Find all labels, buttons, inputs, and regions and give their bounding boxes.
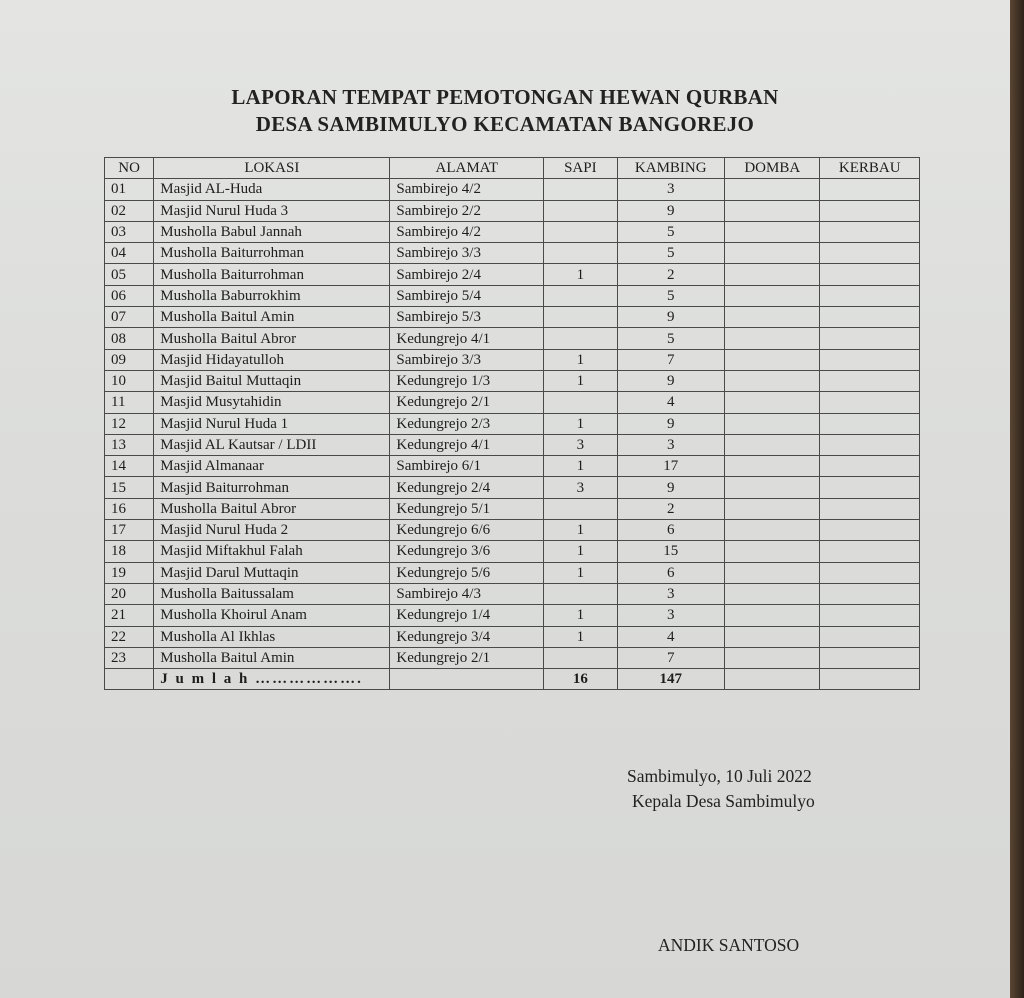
report-title: LAPORAN TEMPAT PEMOTONGAN HEWAN QURBAN <box>231 85 779 109</box>
signature-role: Kepala Desa Sambimulyo <box>632 791 815 811</box>
cell-lokasi: Masjid Baiturrohman <box>154 477 390 498</box>
cell-sapi: 1 <box>544 605 617 626</box>
cell-kerbau <box>820 520 920 541</box>
cell-domba <box>725 328 820 349</box>
cell-alamat: Kedungrejo 5/6 <box>390 562 544 583</box>
cell-kerbau <box>820 647 920 668</box>
report-subtitle: DESA SAMBIMULYO KECAMATAN BANGOREJO <box>255 112 755 136</box>
cell-lokasi: Musholla Khoirul Anam <box>154 605 390 626</box>
cell-kerbau <box>820 498 920 519</box>
table-row <box>105 221 920 242</box>
cell-no: 09 <box>105 349 154 370</box>
cell-domba <box>725 477 820 498</box>
cell-kambing: 4 <box>617 626 725 647</box>
cell-kambing: 7 <box>617 349 725 370</box>
cell-kerbau <box>820 541 920 562</box>
cell-kambing: 5 <box>617 243 725 264</box>
cell-alamat: Kedungrejo 3/4 <box>390 626 544 647</box>
cell-kerbau <box>820 349 920 370</box>
header-lokasi: LOKASI <box>154 158 390 179</box>
cell-domba <box>725 307 820 328</box>
cell-lokasi: Masjid AL-Huda <box>154 179 390 200</box>
cell-sapi <box>544 583 617 604</box>
cell-kambing: 2 <box>617 498 725 519</box>
cell-no: 20 <box>105 583 154 604</box>
cell-domba <box>725 605 820 626</box>
cell-domba <box>725 392 820 413</box>
cell-alamat: Kedungrejo 4/1 <box>390 328 544 349</box>
table-row <box>105 456 920 477</box>
cell-kambing: 9 <box>617 413 725 434</box>
cell-kambing: 9 <box>617 477 725 498</box>
table-row <box>105 392 920 413</box>
cell-domba <box>725 179 820 200</box>
cell-no: 15 <box>105 477 154 498</box>
signature-place-date: Sambimulyo, 10 Juli 2022 <box>627 766 812 786</box>
cell-lokasi: Masjid Miftakhul Falah <box>154 541 390 562</box>
cell-alamat: Sambirejo 2/4 <box>390 264 544 285</box>
cell-sapi: 1 <box>544 520 617 541</box>
cell-no: 11 <box>105 392 154 413</box>
cell-kerbau <box>820 179 920 200</box>
cell-domba <box>725 562 820 583</box>
cell-sapi <box>544 285 617 306</box>
table-footer <box>105 669 920 690</box>
cell-sapi <box>544 179 617 200</box>
total-alamat-cell <box>390 669 544 690</box>
cell-sapi: 3 <box>544 434 617 455</box>
cell-kambing: 17 <box>617 456 725 477</box>
total-kambing: 147 <box>617 669 725 690</box>
cell-kambing: 2 <box>617 264 725 285</box>
cell-alamat: Sambirejo 4/2 <box>390 221 544 242</box>
total-sapi: 16 <box>544 669 617 690</box>
cell-sapi: 1 <box>544 264 617 285</box>
cell-alamat: Kedungrejo 1/3 <box>390 370 544 391</box>
cell-lokasi: Masjid Nurul Huda 2 <box>154 520 390 541</box>
cell-domba <box>725 243 820 264</box>
table-row <box>105 370 920 391</box>
cell-alamat: Sambirejo 6/1 <box>390 456 544 477</box>
cell-sapi <box>544 307 617 328</box>
cell-kambing: 3 <box>617 434 725 455</box>
table-row <box>105 349 920 370</box>
cell-domba <box>725 456 820 477</box>
cell-kambing: 3 <box>617 605 725 626</box>
cell-no: 12 <box>105 413 154 434</box>
cell-kambing: 3 <box>617 583 725 604</box>
cell-kerbau <box>820 477 920 498</box>
cell-sapi: 1 <box>544 413 617 434</box>
cell-lokasi: Musholla Baitul Amin <box>154 647 390 668</box>
cell-alamat: Sambirejo 2/2 <box>390 200 544 221</box>
report-table <box>104 157 920 690</box>
cell-no: 14 <box>105 456 154 477</box>
cell-no: 06 <box>105 285 154 306</box>
table-row <box>105 583 920 604</box>
cell-sapi <box>544 647 617 668</box>
cell-no: 08 <box>105 328 154 349</box>
cell-lokasi: Musholla Al Ikhlas <box>154 626 390 647</box>
table-row <box>105 626 920 647</box>
cell-kerbau <box>820 307 920 328</box>
cell-no: 13 <box>105 434 154 455</box>
cell-alamat: Kedungrejo 6/6 <box>390 520 544 541</box>
cell-domba <box>725 498 820 519</box>
table-header <box>105 158 920 179</box>
cell-no: 22 <box>105 626 154 647</box>
table-row <box>105 328 920 349</box>
table-body <box>105 179 920 669</box>
cell-alamat: Sambirejo 4/3 <box>390 583 544 604</box>
cell-kerbau <box>820 626 920 647</box>
cell-domba <box>725 221 820 242</box>
cell-kerbau <box>820 605 920 626</box>
cell-no: 18 <box>105 541 154 562</box>
cell-sapi <box>544 498 617 519</box>
cell-kambing: 5 <box>617 285 725 306</box>
background-edge <box>1010 0 1024 998</box>
table-row <box>105 434 920 455</box>
cell-lokasi: Masjid Baitul Muttaqin <box>154 370 390 391</box>
cell-kerbau <box>820 328 920 349</box>
cell-domba <box>725 541 820 562</box>
cell-no: 10 <box>105 370 154 391</box>
header-alamat: ALAMAT <box>390 158 544 179</box>
cell-kerbau <box>820 583 920 604</box>
cell-no: 03 <box>105 221 154 242</box>
cell-domba <box>725 200 820 221</box>
cell-kambing: 15 <box>617 541 725 562</box>
cell-sapi <box>544 200 617 221</box>
cell-lokasi: Musholla Baburrokhim <box>154 285 390 306</box>
table-row <box>105 243 920 264</box>
cell-alamat: Sambirejo 3/3 <box>390 349 544 370</box>
cell-sapi: 1 <box>544 456 617 477</box>
header-kambing: KAMBING <box>617 158 725 179</box>
table-row <box>105 498 920 519</box>
signature-name: ANDIK SANTOSO <box>658 935 800 955</box>
table-row <box>105 647 920 668</box>
cell-no: 04 <box>105 243 154 264</box>
cell-lokasi: Musholla Baitul Amin <box>154 307 390 328</box>
cell-lokasi: Musholla Baitussalam <box>154 583 390 604</box>
cell-alamat: Kedungrejo 2/1 <box>390 392 544 413</box>
total-kerbau <box>820 669 920 690</box>
cell-kerbau <box>820 200 920 221</box>
cell-sapi: 1 <box>544 349 617 370</box>
cell-kerbau <box>820 221 920 242</box>
cell-alamat: Sambirejo 3/3 <box>390 243 544 264</box>
cell-lokasi: Musholla Baitul Abror <box>154 498 390 519</box>
cell-no: 16 <box>105 498 154 519</box>
cell-kerbau <box>820 392 920 413</box>
table-row <box>105 520 920 541</box>
cell-sapi <box>544 243 617 264</box>
table-row <box>105 285 920 306</box>
cell-sapi: 1 <box>544 370 617 391</box>
header-kerbau: KERBAU <box>820 158 920 179</box>
cell-domba <box>725 370 820 391</box>
cell-lokasi: Masjid AL Kautsar / LDII <box>154 434 390 455</box>
cell-domba <box>725 349 820 370</box>
cell-no: 07 <box>105 307 154 328</box>
cell-kambing: 9 <box>617 200 725 221</box>
cell-no: 19 <box>105 562 154 583</box>
cell-lokasi: Masjid Hidayatulloh <box>154 349 390 370</box>
cell-lokasi: Musholla Baitul Abror <box>154 328 390 349</box>
cell-no: 17 <box>105 520 154 541</box>
cell-kambing: 3 <box>617 179 725 200</box>
cell-lokasi: Musholla Baiturrohman <box>154 264 390 285</box>
cell-domba <box>725 434 820 455</box>
header-domba: DOMBA <box>725 158 820 179</box>
cell-kambing: 9 <box>617 307 725 328</box>
cell-kerbau <box>820 434 920 455</box>
cell-domba <box>725 264 820 285</box>
table-row <box>105 562 920 583</box>
cell-domba <box>725 413 820 434</box>
cell-kerbau <box>820 285 920 306</box>
cell-alamat: Sambirejo 5/4 <box>390 285 544 306</box>
cell-alamat: Sambirejo 5/3 <box>390 307 544 328</box>
header-sapi: SAPI <box>544 158 617 179</box>
cell-lokasi: Masjid Darul Muttaqin <box>154 562 390 583</box>
cell-lokasi: Masjid Nurul Huda 1 <box>154 413 390 434</box>
cell-kambing: 5 <box>617 221 725 242</box>
table-row <box>105 413 920 434</box>
cell-domba <box>725 647 820 668</box>
table-row <box>105 477 920 498</box>
cell-lokasi: Musholla Baiturrohman <box>154 243 390 264</box>
cell-kambing: 7 <box>617 647 725 668</box>
table-row <box>105 307 920 328</box>
cell-alamat: Kedungrejo 2/4 <box>390 477 544 498</box>
cell-alamat: Kedungrejo 5/1 <box>390 498 544 519</box>
table-row <box>105 264 920 285</box>
cell-kerbau <box>820 370 920 391</box>
table-row <box>105 179 920 200</box>
table-row <box>105 541 920 562</box>
total-row <box>105 669 920 690</box>
cell-alamat: Kedungrejo 2/3 <box>390 413 544 434</box>
cell-lokasi: Masjid Almanaar <box>154 456 390 477</box>
total-domba <box>725 669 820 690</box>
cell-domba <box>725 520 820 541</box>
cell-no: 23 <box>105 647 154 668</box>
cell-sapi <box>544 328 617 349</box>
cell-kerbau <box>820 413 920 434</box>
cell-sapi <box>544 392 617 413</box>
cell-alamat: Kedungrejo 1/4 <box>390 605 544 626</box>
cell-kerbau <box>820 243 920 264</box>
cell-sapi: 1 <box>544 562 617 583</box>
cell-kerbau <box>820 562 920 583</box>
cell-kerbau <box>820 456 920 477</box>
total-no-cell <box>105 669 154 690</box>
cell-kambing: 4 <box>617 392 725 413</box>
cell-kambing: 9 <box>617 370 725 391</box>
cell-domba <box>725 583 820 604</box>
cell-sapi: 1 <box>544 626 617 647</box>
cell-kambing: 6 <box>617 520 725 541</box>
cell-lokasi: Masjid Musytahidin <box>154 392 390 413</box>
cell-no: 02 <box>105 200 154 221</box>
cell-domba <box>725 285 820 306</box>
cell-alamat: Kedungrejo 4/1 <box>390 434 544 455</box>
cell-kambing: 5 <box>617 328 725 349</box>
cell-alamat: Kedungrejo 2/1 <box>390 647 544 668</box>
cell-sapi <box>544 221 617 242</box>
cell-sapi: 1 <box>544 541 617 562</box>
cell-alamat: Kedungrejo 3/6 <box>390 541 544 562</box>
cell-lokasi: Masjid Nurul Huda 3 <box>154 200 390 221</box>
cell-kambing: 6 <box>617 562 725 583</box>
header-row <box>105 158 920 179</box>
cell-alamat: Sambirejo 4/2 <box>390 179 544 200</box>
cell-no: 21 <box>105 605 154 626</box>
total-label: J u m l a h ………………. <box>154 669 390 690</box>
table-row <box>105 605 920 626</box>
cell-domba <box>725 626 820 647</box>
table-row <box>105 200 920 221</box>
header-no: NO <box>105 158 154 179</box>
cell-sapi: 3 <box>544 477 617 498</box>
cell-kerbau <box>820 264 920 285</box>
cell-lokasi: Musholla Babul Jannah <box>154 221 390 242</box>
cell-no: 05 <box>105 264 154 285</box>
cell-no: 01 <box>105 179 154 200</box>
